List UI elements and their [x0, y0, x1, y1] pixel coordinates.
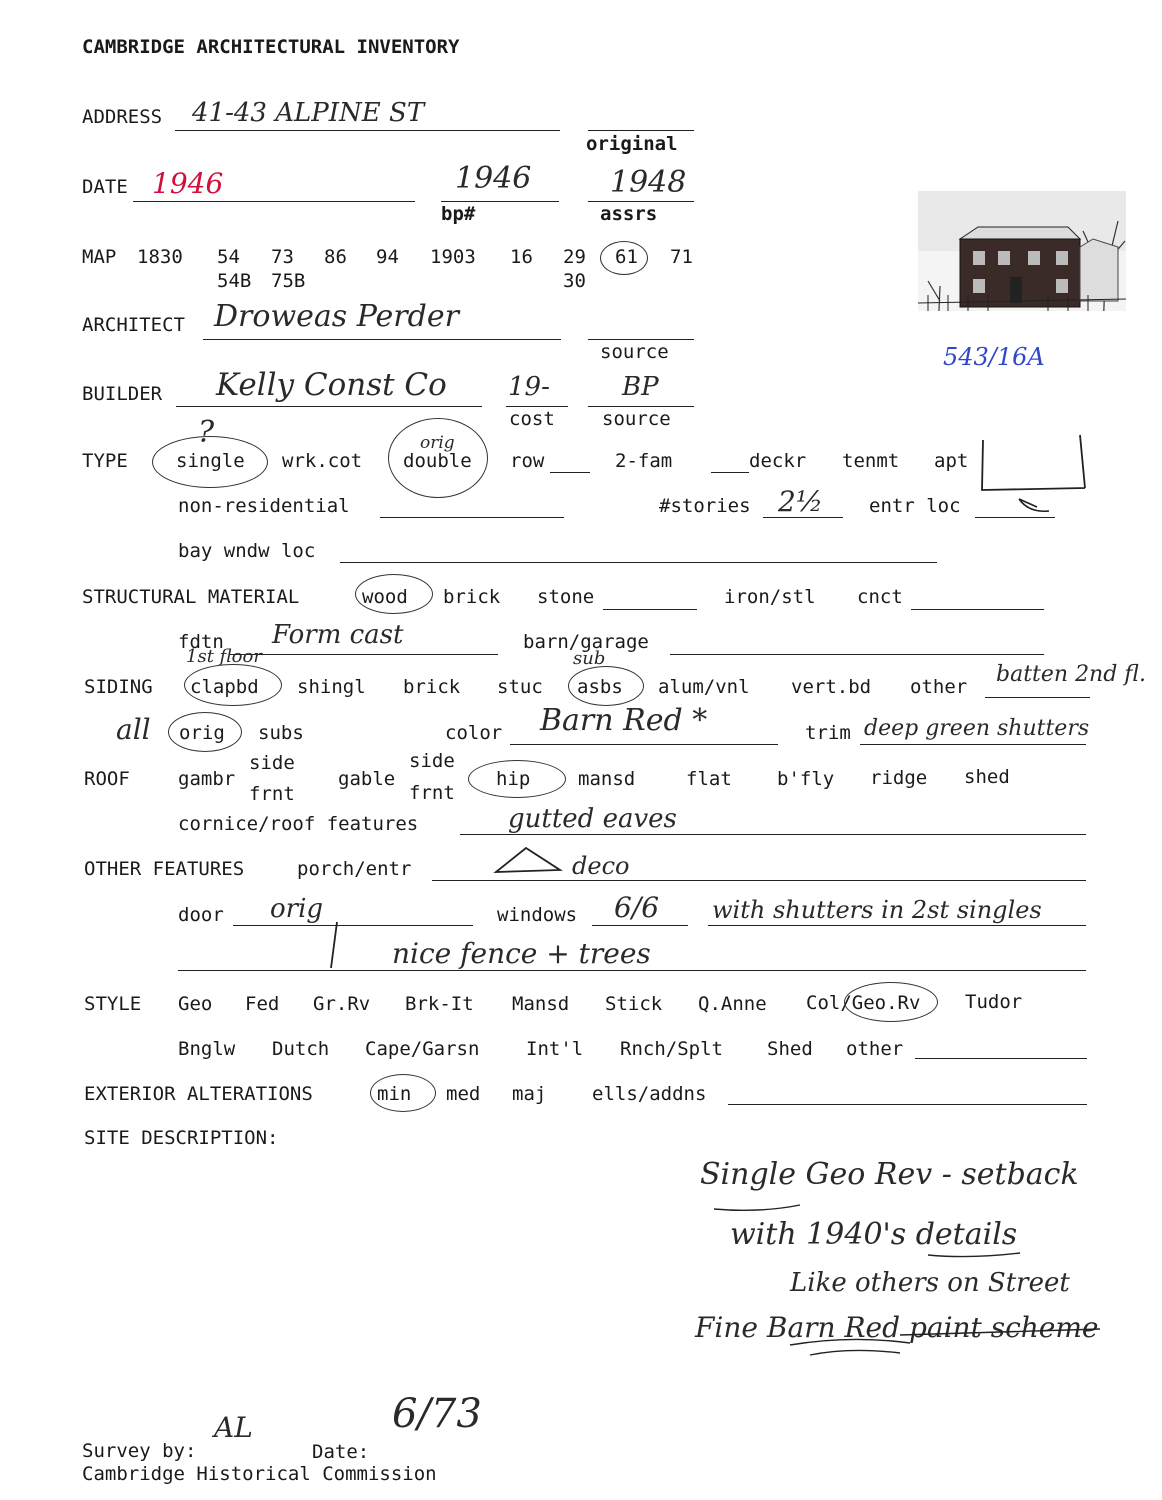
- assrs-year-value: 1948: [610, 165, 687, 200]
- siding-brick: brick: [403, 676, 461, 698]
- assrs-label: assrs: [600, 203, 658, 225]
- style-intl: Int'l: [526, 1038, 584, 1060]
- siding-other-label: other: [910, 676, 968, 698]
- site-description-underlines: [700, 1195, 1120, 1375]
- map-year-16: 16: [510, 246, 533, 268]
- siding-other-line: [985, 697, 1090, 698]
- builder-source-line: [588, 406, 694, 407]
- type-tenmt: tenmt: [842, 450, 900, 472]
- style-tudor: Tudor: [965, 991, 1023, 1013]
- extra-features-line: [178, 970, 1086, 971]
- style-q-anne: Q.Anne: [698, 993, 767, 1015]
- siding-stuc: stuc: [497, 676, 543, 698]
- cost-line: [506, 406, 568, 407]
- map-year-30: 30: [563, 270, 586, 292]
- stories-label: #stories: [659, 495, 751, 517]
- structural-stone: stone: [537, 586, 595, 608]
- trim-value: deep green shutters: [864, 716, 1090, 741]
- site-description-line-3: Like others on Street: [790, 1268, 1070, 1298]
- map-year-1830: 1830: [137, 246, 183, 268]
- siding-asbs: asbs: [577, 676, 623, 698]
- builder-source-value: BP: [622, 372, 659, 402]
- architect-value: Droweas Perder: [214, 299, 459, 334]
- style-label: STYLE: [84, 993, 142, 1015]
- siding-alum-vnl: alum/vnl: [658, 676, 750, 698]
- siding-sub-note: sub: [573, 648, 606, 669]
- type-row: row: [510, 450, 545, 472]
- house-photo-image: [918, 191, 1126, 333]
- bp-label: bp#: [441, 203, 476, 225]
- door-bracket-mark: [325, 918, 345, 972]
- roof-label: ROOF: [84, 768, 130, 790]
- style-geo: Geo: [178, 993, 213, 1015]
- style-stick: Stick: [605, 993, 663, 1015]
- other-features-label: OTHER FEATURES: [84, 858, 245, 880]
- cost-label: cost: [509, 408, 555, 430]
- structural-iron-stl: iron/stl: [724, 586, 816, 608]
- siding-all-note: all: [116, 713, 151, 746]
- form-title: CAMBRIDGE ARCHITECTURAL INVENTORY: [82, 36, 460, 58]
- door-value: orig: [270, 894, 324, 924]
- style-gr-rv: Gr.Rv: [313, 993, 371, 1015]
- style-other: other: [846, 1038, 904, 1060]
- siding-vert-bd: vert.bd: [791, 676, 872, 698]
- structural-brick: brick: [443, 586, 501, 608]
- siding-orig: orig: [179, 722, 225, 744]
- structural-material-label: STRUCTURAL MATERIAL: [82, 586, 300, 608]
- map-year-61: 61: [615, 246, 638, 268]
- type-2-fam: 2-fam: [615, 450, 673, 472]
- porch-entr-line: [432, 880, 1086, 881]
- type-wrk-cot: wrk.cot: [282, 450, 363, 472]
- type-double: double: [403, 450, 472, 472]
- roof-gambr: gambr: [178, 768, 236, 790]
- architect-line: [203, 339, 561, 340]
- alteration-min-circle: [370, 1074, 436, 1112]
- builder-label: BUILDER: [82, 383, 163, 405]
- address-value: 41-43 ALPINE ST: [192, 98, 425, 128]
- style-col-geo-rv: Col/Geo.Rv: [806, 992, 921, 1014]
- siding-asbs-circle: [568, 666, 644, 706]
- fdtn-label: fdtn: [178, 631, 224, 653]
- siding-shingl: shingl: [297, 676, 366, 698]
- trim-label: trim: [805, 722, 851, 744]
- roof-gable: gable: [338, 768, 396, 790]
- siding-clapbd: clapbd: [190, 676, 259, 698]
- date-label: DATE: [82, 176, 128, 198]
- house-photo: [918, 191, 1126, 333]
- type-orig-note: orig: [420, 433, 455, 453]
- bay-wndw-loc-label: bay wndw loc: [178, 540, 316, 562]
- roof-gable-side: side: [409, 750, 455, 772]
- address-line: [175, 130, 560, 131]
- porch-entr-label: porch/entr: [297, 858, 412, 880]
- siding-first-floor-note: 1st floor: [186, 646, 262, 667]
- alteration-med: med: [446, 1083, 481, 1105]
- entr-loc-mark: [1015, 493, 1055, 517]
- roof-gambr-frnt: frnt: [249, 783, 295, 805]
- photo-id: 543/16A: [943, 343, 1045, 371]
- barn-garage-label: barn/garage: [523, 631, 649, 653]
- pediment-sketch: [492, 842, 564, 878]
- cost-value: 19-: [508, 372, 550, 402]
- stories-value: 2½: [778, 485, 823, 518]
- entr-loc-label: entr loc: [869, 495, 961, 517]
- windows-label: windows: [497, 904, 578, 926]
- survey-by-value: AL: [214, 1411, 253, 1444]
- site-description-line-4: Fine Barn Red paint scheme: [695, 1311, 1099, 1344]
- address-label: ADDRESS: [82, 106, 163, 128]
- original-label: original: [586, 133, 678, 155]
- style-cape-garsn: Cape/Garsn: [365, 1038, 480, 1060]
- siding-orig-circle: [168, 712, 242, 752]
- roof-bfly: b'fly: [777, 768, 835, 790]
- siding-clapbd-circle: [184, 664, 282, 706]
- color-line: [510, 744, 778, 745]
- type-deckr: deckr: [749, 450, 807, 472]
- exterior-alterations-label: EXTERIOR ALTERATIONS: [84, 1083, 313, 1105]
- structural-stone-line: [603, 609, 697, 610]
- site-description-line-1: Single Geo Rev - setback: [700, 1157, 1079, 1192]
- map-year-94: 94: [376, 246, 399, 268]
- roof-hip: hip: [496, 768, 531, 790]
- roof-gable-frnt: frnt: [409, 782, 455, 804]
- roof-flat: flat: [686, 768, 732, 790]
- style-rnch-splt: Rnch/Splt: [620, 1038, 723, 1060]
- style-shed: Shed: [767, 1038, 813, 1060]
- type-question-mark: ?: [198, 415, 215, 450]
- map-year-54: 54: [217, 246, 240, 268]
- type-apt: apt: [934, 450, 969, 472]
- survey-date-label: Date:: [312, 1441, 370, 1463]
- bp-line: [441, 201, 559, 202]
- roof-hip-circle: [468, 760, 566, 798]
- builder-value: Kelly Const Co: [216, 367, 447, 403]
- type-single: single: [176, 450, 245, 472]
- survey-by-label: Survey by:: [82, 1440, 197, 1462]
- map-label: MAP: [82, 246, 117, 268]
- style-geo-rv-circle: [844, 982, 938, 1022]
- map-year-86: 86: [324, 246, 347, 268]
- style-other-line: [915, 1058, 1087, 1059]
- non-residential-line: [380, 517, 564, 518]
- trim-line: [860, 744, 1086, 745]
- type-row-line: [550, 472, 590, 473]
- style-fed: Fed: [245, 993, 280, 1015]
- site-description-line-2: with 1940's details: [730, 1217, 1018, 1252]
- roof-gambr-side: side: [249, 752, 295, 774]
- roof-shed: shed: [964, 766, 1010, 788]
- structural-cnct: cnct: [857, 586, 903, 608]
- windows-value: with shutters in 2st singles: [712, 896, 1042, 924]
- porch-entr-value: deco: [572, 852, 630, 880]
- extra-features-value: nice fence + trees: [392, 937, 651, 970]
- map-61-circle: [600, 241, 648, 275]
- color-label: color: [445, 722, 503, 744]
- fdtn-line: [230, 654, 498, 655]
- siding-other-value: batten 2nd fl.: [996, 662, 1146, 687]
- type-bracket-mark: [975, 430, 1110, 500]
- windows-line-2: [708, 925, 1086, 926]
- map-year-71: 71: [670, 246, 693, 268]
- date-value: 1946: [152, 167, 224, 200]
- windows-line: [592, 925, 688, 926]
- color-value: Barn Red *: [540, 703, 708, 738]
- survey-date-value: 6/73: [392, 1391, 482, 1437]
- non-residential-label: non-residential: [178, 495, 350, 517]
- siding-subs: subs: [258, 722, 304, 744]
- cornice-value: gutted eaves: [508, 804, 677, 834]
- cornice-line: [460, 834, 1086, 835]
- roof-ridge: ridge: [870, 767, 928, 789]
- bay-wndw-loc-line: [340, 562, 937, 563]
- ells-addns-line: [728, 1104, 1087, 1105]
- style-bnglw: Bnglw: [178, 1038, 236, 1060]
- structural-wood: wood: [362, 586, 408, 608]
- builder-line: [176, 406, 482, 407]
- map-year-73: 73: [271, 246, 294, 268]
- structural-wood-circle: [355, 574, 433, 614]
- style-dutch: Dutch: [272, 1038, 330, 1060]
- site-description-label: SITE DESCRIPTION:: [84, 1127, 279, 1149]
- alteration-maj: maj: [512, 1083, 547, 1105]
- date-line: [133, 201, 415, 202]
- door-line: [233, 925, 473, 926]
- style-brk-it: Brk-It: [405, 993, 474, 1015]
- structural-cnct-line: [911, 609, 1044, 610]
- map-year-75b: 75B: [271, 270, 306, 292]
- assrs-line: [588, 201, 694, 202]
- type-label: TYPE: [82, 450, 128, 472]
- alteration-min: min: [377, 1083, 412, 1105]
- door-label: door: [178, 904, 224, 926]
- style-mansd: Mansd: [512, 993, 570, 1015]
- builder-source-label: source: [602, 408, 671, 430]
- siding-label: SIDING: [84, 676, 153, 698]
- commission-name: Cambridge Historical Commission: [82, 1463, 437, 1485]
- roof-mansd: mansd: [578, 768, 636, 790]
- original-line: [588, 130, 694, 131]
- barn-garage-line: [670, 654, 1044, 655]
- bp-year-value: 1946: [455, 161, 532, 196]
- ells-addns-label: ells/addns: [592, 1083, 707, 1105]
- type-double-circle: [388, 418, 488, 498]
- windows-prefix: 6/6: [614, 891, 660, 924]
- fdtn-value: Form cast: [272, 620, 404, 650]
- entr-loc-line: [975, 517, 1055, 518]
- architect-source-label: source: [600, 341, 669, 363]
- map-year-29: 29: [563, 246, 586, 268]
- architect-label: ARCHITECT: [82, 314, 185, 336]
- type-deckr-line: [711, 472, 749, 473]
- cornice-label: cornice/roof features: [178, 813, 419, 835]
- map-year-1903: 1903: [430, 246, 476, 268]
- architect-source-line: [588, 339, 694, 340]
- map-year-54b: 54B: [217, 270, 252, 292]
